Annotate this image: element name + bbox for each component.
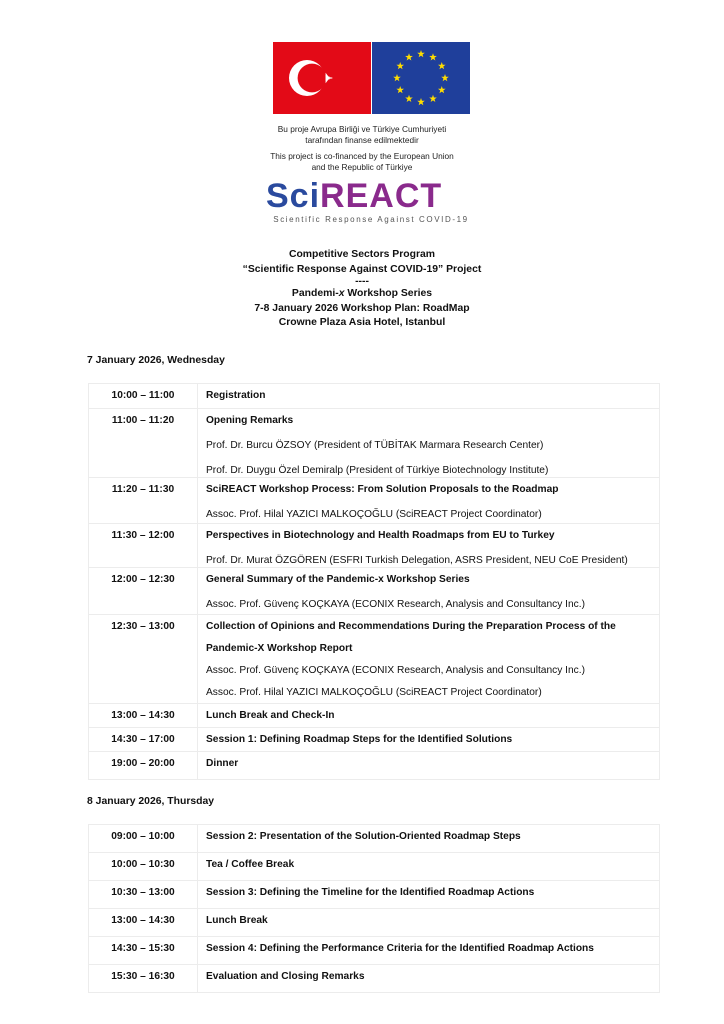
brand-sci: Sci xyxy=(266,177,321,215)
schedule-row xyxy=(89,384,660,409)
session-title: Session 1: Defining Roadmap Steps for the Identified Solutions xyxy=(206,734,513,745)
session-time: 11:00 – 11:20 xyxy=(89,409,198,478)
funding-note-tr xyxy=(230,124,494,145)
brand-react: REACT xyxy=(320,177,443,215)
session-time: 11:20 – 11:30 xyxy=(89,478,198,524)
funding-note-tr-line1: Bu proje Avrupa Birliği ve Türkiye Cumhuriyeti xyxy=(277,124,447,134)
session-speaker: Assoc. Prof. Güvenç KOÇKAYA (ECONIX Research, Analysis and Consultancy Inc.) xyxy=(206,665,585,676)
session-time: 10:00 – 10:30 xyxy=(89,853,198,881)
session-time: 13:00 – 14:30 xyxy=(89,909,198,937)
session-speaker: Prof. Dr. Duygu Özel Demiralp (President of Türkiye Biotechnology Institute) xyxy=(206,465,549,476)
session-title: Tea / Coffee Break xyxy=(206,859,295,870)
session-title: SciREACT Workshop Process: From Solution Proposals to the Roadmap xyxy=(206,484,559,495)
schedule-row xyxy=(89,937,660,965)
schedule-row xyxy=(89,752,660,780)
schedule-row xyxy=(89,409,660,478)
day1-schedule-table xyxy=(88,383,660,780)
venue: Crowne Plaza Asia Hotel, Istanbul xyxy=(278,317,446,328)
session-time: 15:30 – 16:30 xyxy=(89,965,198,993)
day1-heading: 7 January 2026, Wednesday xyxy=(87,355,225,366)
session-details xyxy=(198,478,660,524)
session-details xyxy=(198,853,660,881)
session-details xyxy=(198,965,660,993)
session-details xyxy=(198,728,660,752)
schedule-row xyxy=(89,825,660,853)
session-details xyxy=(198,568,660,615)
session-title: Lunch Break and Check-In xyxy=(206,710,335,721)
session-speaker: Prof. Dr. Burcu ÖZSOY (President of TÜBİTAK Marmara Research Center) xyxy=(206,440,544,451)
turkey-flag xyxy=(273,42,371,114)
session-details xyxy=(198,752,660,780)
session-time: 12:30 – 13:00 xyxy=(89,615,198,704)
session-title: Evaluation and Closing Remarks xyxy=(206,971,365,982)
scireact-logo xyxy=(266,177,476,213)
session-details xyxy=(198,881,660,909)
schedule-row xyxy=(89,853,660,881)
session-title: General Summary of the Pandemic-x Workshop Series xyxy=(206,574,470,585)
session-details xyxy=(198,909,660,937)
session-time: 10:30 – 13:00 xyxy=(89,881,198,909)
session-title: Opening Remarks xyxy=(206,415,294,426)
workshop-series-post: Workshop Series xyxy=(344,288,433,299)
schedule-row xyxy=(89,965,660,993)
eu-flag xyxy=(372,42,470,114)
funding-note-en-line2: and the Republic of Türkiye xyxy=(311,161,413,172)
session-speaker: Assoc. Prof. Hilal YAZICI MALKOÇOĞLU (SciREACT Project Coordinator) xyxy=(206,687,542,698)
schedule-row xyxy=(89,704,660,728)
session-title-continued: Pandemic-X Workshop Report xyxy=(206,643,353,654)
schedule-row xyxy=(89,478,660,524)
project-name: “Scientific Response Against COVID-19” Project xyxy=(242,263,482,275)
workshop-series xyxy=(100,287,624,302)
schedule-row xyxy=(89,615,660,704)
session-time: 10:00 – 11:00 xyxy=(89,384,198,409)
workshop-plan: 7-8 January 2026 Workshop Plan: RoadMap xyxy=(254,302,470,314)
session-speaker: Assoc. Prof. Hilal YAZICI MALKOÇOĞLU (SciREACT Project Coordinator) xyxy=(206,509,542,520)
session-title: Session 2: Presentation of the Solution-Oriented Roadmap Steps xyxy=(206,831,521,842)
session-time: 14:30 – 17:00 xyxy=(89,728,198,752)
header-separator: ---- xyxy=(355,276,369,287)
session-time: 19:00 – 20:00 xyxy=(89,752,198,780)
session-title: Perspectives in Biotechnology and Health Roadmaps from EU to Turkey xyxy=(206,530,555,541)
session-time: 14:30 – 15:30 xyxy=(89,937,198,965)
funding-note-en-line1: This project is co-financed by the European Union xyxy=(270,151,454,161)
funding-note-en xyxy=(230,151,494,172)
session-details xyxy=(198,937,660,965)
session-details xyxy=(198,825,660,853)
session-details xyxy=(198,409,660,478)
workshop-series-italic: x xyxy=(338,288,345,299)
document-header xyxy=(100,248,624,331)
day2-heading: 8 January 2026, Thursday xyxy=(87,796,215,807)
schedule-row xyxy=(89,881,660,909)
session-title: Session 3: Defining the Timeline for the Identified Roadmap Actions xyxy=(206,887,535,898)
program-name: Competitive Sectors Program xyxy=(288,249,436,260)
session-details xyxy=(198,704,660,728)
session-time: 12:00 – 12:30 xyxy=(89,568,198,615)
workshop-series-pre: Pandemi- xyxy=(291,288,339,299)
session-time: 13:00 – 14:30 xyxy=(89,704,198,728)
session-speaker: Assoc. Prof. Güvenç KOÇKAYA (ECONIX Research, Analysis and Consultancy Inc.) xyxy=(206,599,585,610)
session-time: 09:00 – 10:00 xyxy=(89,825,198,853)
session-title: Lunch Break xyxy=(206,915,268,926)
funding-note-tr-line2: tarafından finanse edilmektedir xyxy=(305,134,419,145)
schedule-row xyxy=(89,909,660,937)
session-time: 11:30 – 12:00 xyxy=(89,524,198,568)
session-title: Session 4: Defining the Performance Criteria for the Identified Roadmap Actions xyxy=(206,943,594,954)
eu-flag-icon xyxy=(372,42,470,114)
day2-schedule-table xyxy=(88,824,660,993)
session-speaker: Prof. Dr. Murat ÖZGÖREN (ESFRI Turkish Delegation, ASRS President, NEU CoE President) xyxy=(206,555,628,566)
brand-tagline: Scientific Response Against COVID-19 xyxy=(273,215,469,224)
schedule-row xyxy=(89,524,660,568)
session-details xyxy=(198,615,660,704)
session-details xyxy=(198,524,660,568)
schedule-row xyxy=(89,728,660,752)
schedule-row xyxy=(89,568,660,615)
turkey-flag-icon xyxy=(273,42,371,114)
session-title: Registration xyxy=(206,390,266,401)
session-details xyxy=(198,384,660,409)
session-title: Dinner xyxy=(206,758,239,769)
session-title: Collection of Opinions and Recommendations During the Preparation Process of the xyxy=(206,621,616,632)
